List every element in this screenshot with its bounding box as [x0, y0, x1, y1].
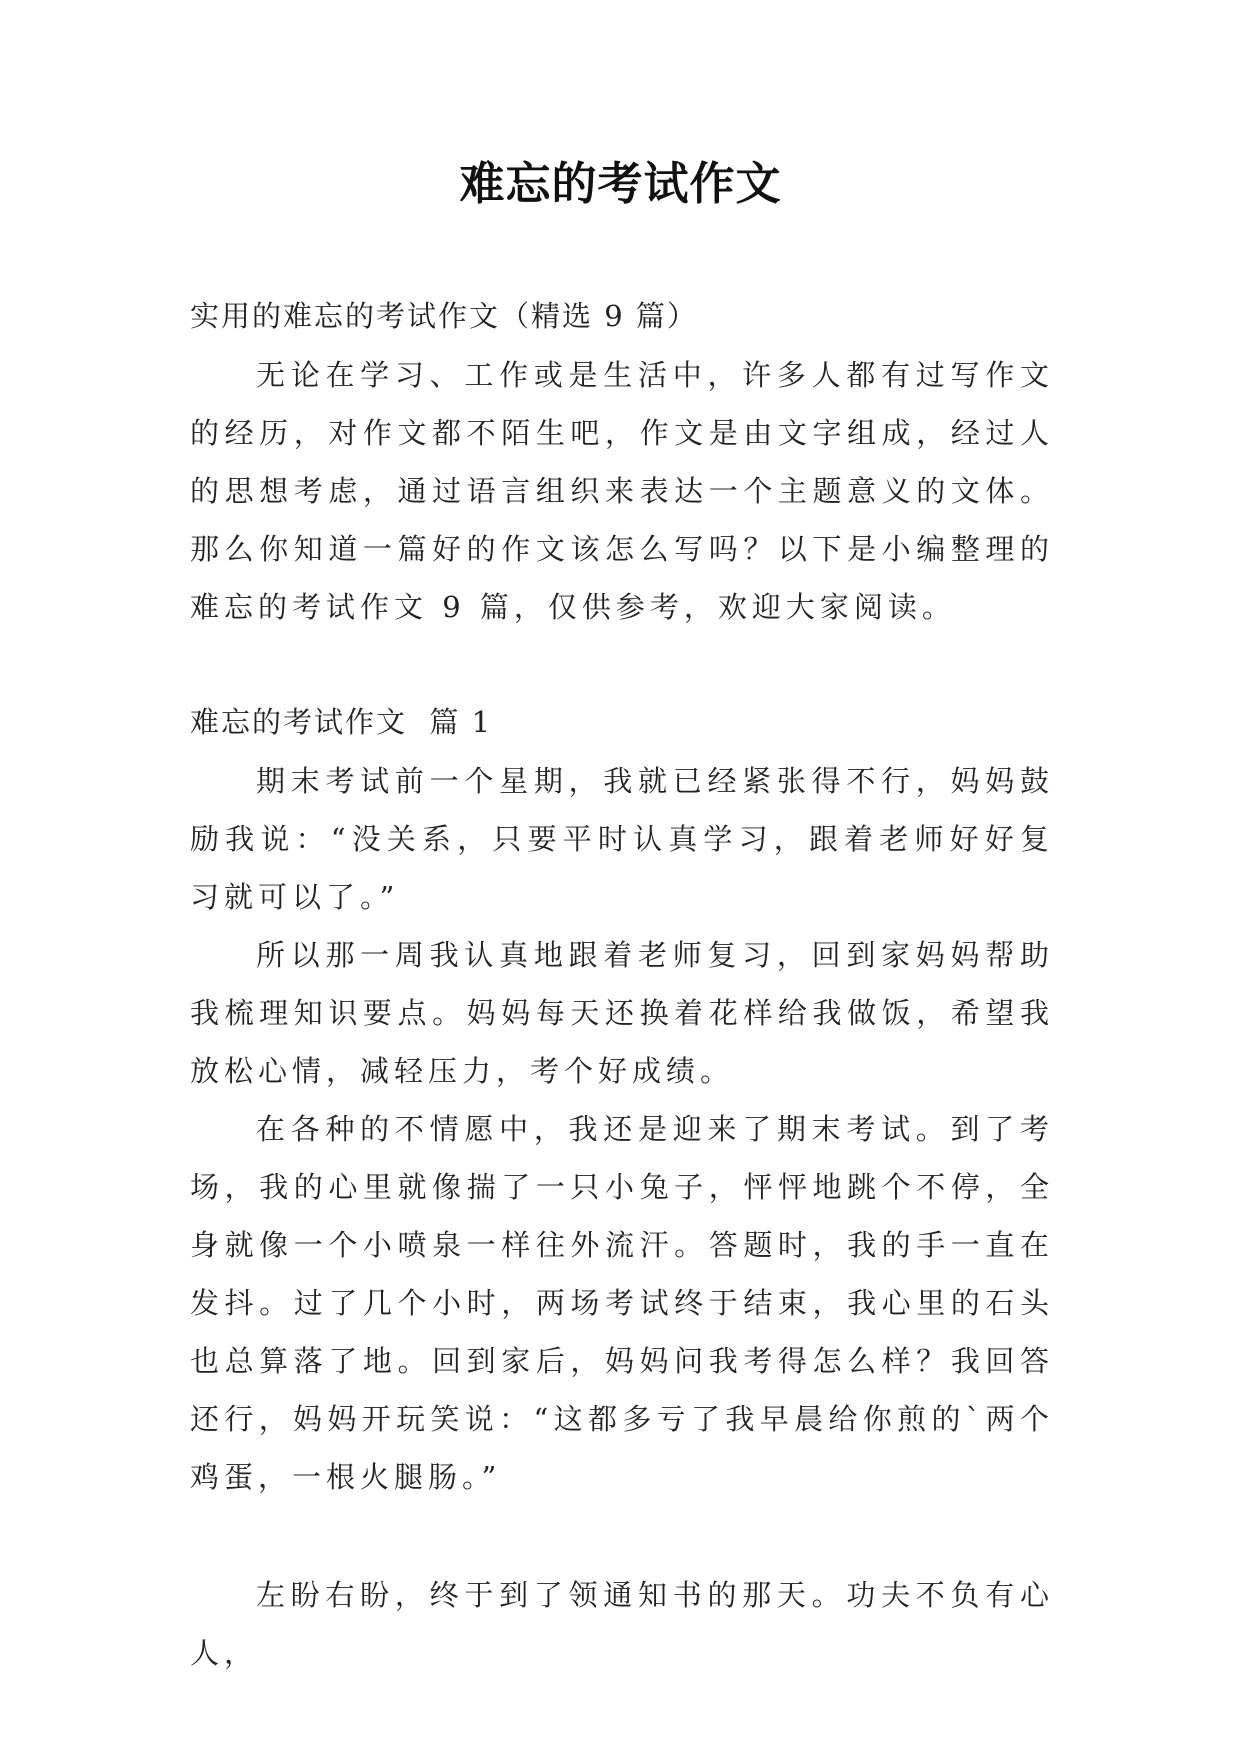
body-paragraph: 在各种的不情愿中，我还是迎来了期末考试。到了考场，我的心里就像揣了一只小兔子，怦怦地跳个不停，全身就像一个小喷泉一样往外流汗。答题时，我的手一直在发抖。过了几个小时，两场考试终于结束，我心里的石头也总算落了地。回到家后，妈妈问我考得怎么样？我回答还行，妈妈开玩笑说：“这都多亏了我早晨给你煎的`两个鸡蛋，一根火腿肠。” — [190, 1112, 1054, 1494]
body-paragraph: 期末考试前一个星期，我就已经紧张得不行，妈妈鼓励我说：“没关系，只要平时认真学习，跟着老师好好复习就可以了。” — [190, 764, 1054, 914]
section-heading: 难忘的考试作文 篇 1 — [190, 705, 493, 739]
body-paragraph: 左盼右盼，终于到了领通知书的那天。功夫不负有心人， — [190, 1578, 1054, 1670]
body-paragraph: 所以那一周我认真地跟着老师复习，回到家妈妈帮助我梳理知识要点。妈妈每天还换着花样给我做饭，希望我放松心情，减轻压力，考个好成绩。 — [190, 938, 1054, 1088]
document-title: 难忘的考试作文 — [459, 157, 782, 210]
intro-paragraph: 无论在学习、工作或是生活中，许多人都有过写作文的经历，对作文都不陌生吧，作文是由文字组成，经过人的思想考虑，通过语言组织来表达一个主题意义的文体。那么你知道一篇好的作文该怎么写吗？以下是小编整理的难忘的考试作文 9 篇，仅供参考，欢迎大家阅读。 — [190, 358, 1054, 624]
document-subtitle: 实用的难忘的考试作文（精选 9 篇） — [190, 299, 698, 333]
